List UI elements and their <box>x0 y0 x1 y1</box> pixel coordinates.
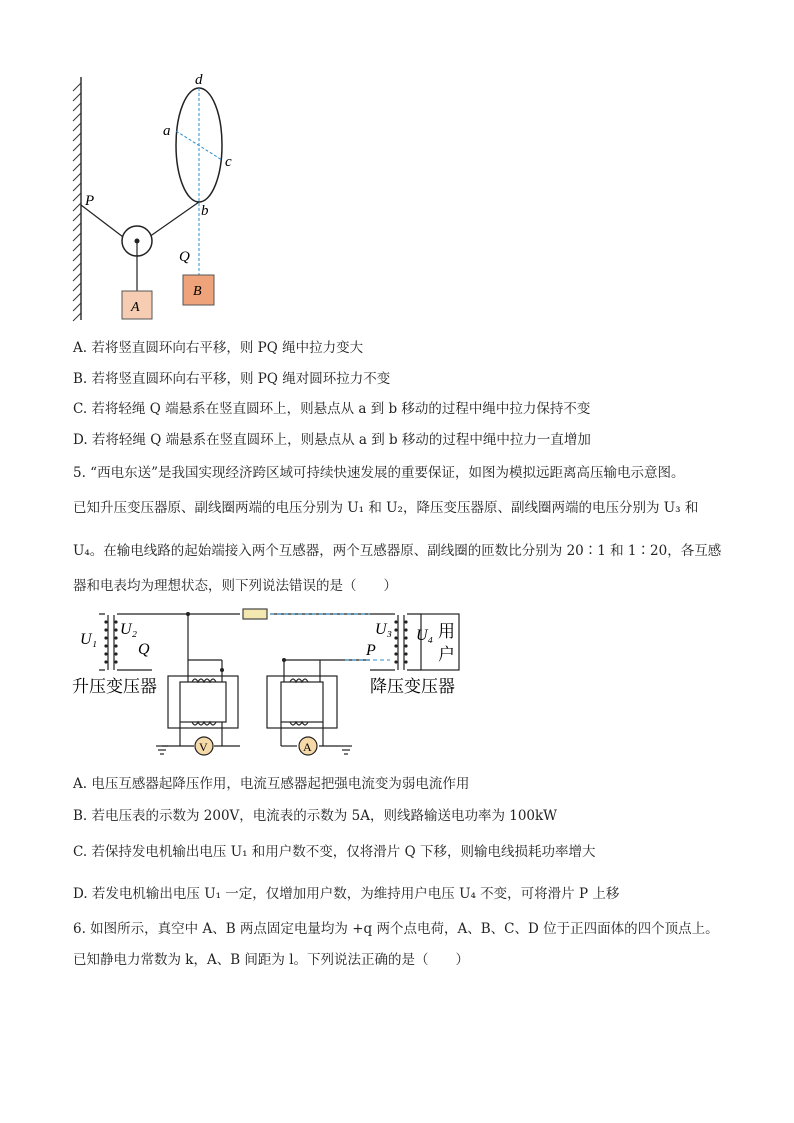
voltmeter-label: V <box>199 740 208 754</box>
step-up-label: 升压变压器 <box>72 677 157 696</box>
q5-stem-line2: 已知升压变压器原、副线圈两端的电压分别为 U₁ 和 U₂，降压变压器原、副线圈两端的电压分别为 U₃ 和 <box>73 500 699 516</box>
q4-option-b: B. 若将竖直圆环向右平移，则 PQ 绳对圆环拉力不变 <box>73 371 391 387</box>
figure-ring-pulley <box>65 65 255 325</box>
label-a: a <box>163 123 171 139</box>
figure-transmission-circuit <box>70 600 480 770</box>
user-label-1: 用 <box>438 622 455 641</box>
label-P: P <box>366 642 376 659</box>
q5-option-a: A. 电压互感器起降压作用，电流互感器起把强电流变为弱电流作用 <box>73 776 470 792</box>
label-U4: U₄ <box>416 627 434 644</box>
label-U2: U₂ <box>120 621 138 638</box>
q6-stem-line2: 已知静电力常数为 k，A、B 间距为 l。下列说法正确的是（ ） <box>73 952 470 968</box>
label-Q: Q <box>138 641 150 658</box>
label-B: B <box>193 284 202 299</box>
q4-option-c: C. 若将轻绳 Q 端悬系在竖直圆环上，则悬点从 a 到 b 移动的过程中绳中拉力保持不变 <box>73 401 591 417</box>
label-d: d <box>195 72 203 88</box>
q5-option-b: B. 若电压表的示数为 200V，电流表的示数为 5A，则线路输送电功率为 100kW <box>73 808 558 824</box>
q5-stem-line4: 器和电表均为理想状态，则下列说法错误的是（ ） <box>73 578 397 594</box>
q6-stem-line1: 6. 如图所示，真空中 A、B 两点固定电量均为 +q 两个点电荷，A、B、C、D 位于正四面体的四个顶点上。 <box>73 921 719 937</box>
label-U3: U₃ <box>375 621 393 638</box>
label-Q: Q <box>179 249 190 265</box>
q5-option-c: C. 若保持发电机输出电压 U₁ 和用户数不变，仅将滑片 Q 下移，则输电线损耗功率增大 <box>73 844 596 860</box>
q5-stem-line1: 5. “西电东送”是我国实现经济跨区域可持续快速发展的重要保证，如图为模拟远距离高压输电示意图。 <box>73 465 685 481</box>
label-b: b <box>201 203 209 219</box>
label-U1: U₁ <box>80 631 98 648</box>
q5-option-d: D. 若发电机输出电压 U₁ 一定，仅增加用户数，为维持用户电压 U₄ 不变，可将滑片 P 上移 <box>73 886 620 902</box>
ammeter-label: A <box>303 740 312 754</box>
q4-option-a: A. 若将竖直圆环向右平移，则 PQ 绳中拉力变大 <box>73 340 364 356</box>
label-A: A <box>131 300 140 315</box>
label-P: P <box>85 193 95 209</box>
q5-stem-line3: U₄。在输电线路的起始端接入两个互感器，两个互感器原、副线圈的匝数比分别为 20∶1 和 1∶20，各互感 <box>73 543 722 559</box>
step-down-label: 降压变压器 <box>370 677 455 696</box>
q4-option-d: D. 若将轻绳 Q 端悬系在竖直圆环上，则悬点从 a 到 b 移动的过程中绳中拉力一直增加 <box>73 432 591 448</box>
user-label-2: 户 <box>438 645 455 664</box>
label-c: c <box>225 154 232 170</box>
